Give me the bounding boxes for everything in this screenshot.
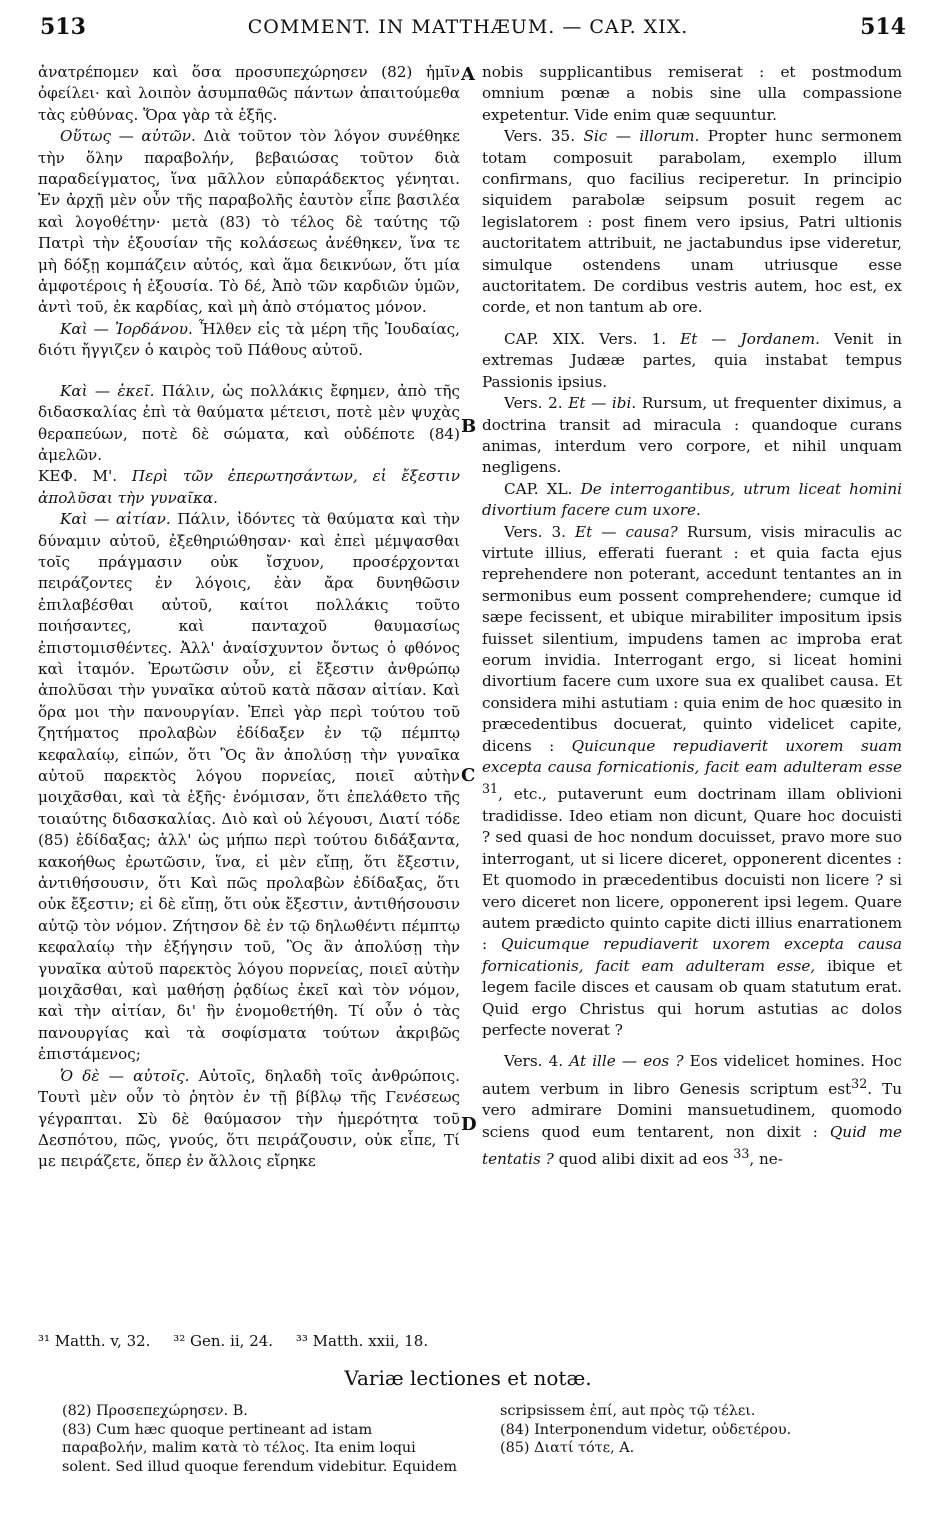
running-title: COMMENT. IN MATTHÆUM. — CAP. XIX. (247, 16, 689, 38)
scripture-footnotes (38, 1332, 446, 1350)
latin-column (482, 62, 902, 1171)
note: (82) Προσεπεχώρησεν. B. (62, 1403, 248, 1419)
greek-paragraph: ἀνατρέπομεν καὶ ὅσα προσυπεχώρησεν (82) ἡμῖν ὀφείλει· καὶ λοιπὸν ἀσυμπαθῶς πάντων ἀπαιτούμεθα τὰς εὐθύνας. Ὅρα γὰρ τὰ ἑξῆς. (38, 63, 460, 124)
lemma: Καὶ — Ἰορδάνου. (60, 319, 193, 338)
latin-paragraph: Vers. 35. Sic — illorum. Propter hunc sermonem totam composuit parabolam, exemplo illum confirmans, quo facilius reciperetur. In principio siquidem parabolæ seipsum posuit regem ac legislatorem : post finem vero ipsius, Patri ultionis auctoritatem attribuit, ne jactabundus ipse videretur, simulque ostendens unam utriusque esse auctoritatem. De cordibus vestris autem, hoc est, ex corde, et non tantum ab ore. (482, 127, 902, 317)
greek-column (38, 62, 460, 1173)
greek-paragraph: Καὶ — ἐκεῖ. Πάλιν, ὡς πολλάκις ἔφημεν, ἀπὸ τῆς διδασκαλίας ἐπὶ τὰ θαύματα μέτεισι, ποτὲ μὲν ψυχὰς θεραπεύων, ποτὲ δὲ σώματα, καὶ οὐδέποτε (84) ἀμελῶν. (38, 381, 461, 464)
page-number-right: 514 (860, 14, 906, 40)
latin-paragraph: Vers. 3. Et — causa? Rursum, visis miraculis ac virtute illius, efferati fuerant : et quia facta ejus reprehendere non poterant, accedunt tentantes an in sermonibus eum possent comprehendere; cumque id sæpe fecissent, et ubique mirabiliter impositum ipsis fuisset silentium, impudens tamen ac improba erat eorum invidia. Interrogant ergo, si liceat homini divortium facere cum uxore sua ex qualibet causa. Et considera mihi astutiam : quia enim de hoc quæsito in præcedentibus docuerat, quinto videlicet capite, dicens : Quicunque repudiaverit uxorem suam excepta causa fornicationis, facit eam adulteram esse $^{31}$, etc., putaverunt eum doctrinam illam oblivioni tradidisse. Ideo etiam non dicunt, Quare hoc docuisti ? sed quasi de hoc nondum docuisset, pravo more suo interrogant, ut si licere diceret, opponerent dicentes : Et quomodo in præcedentibus docuisti non licere ? si vero diceret non licere, opponerent ipsi legem. Quare autem prædicto quinto capite dicti illius enarrationem : Quicumque repudiaverit uxorem excepta causa fornicationis, facit eam adulteram esse, ibique et legem facile disces et causam ob quam statutum erat. Quid ergo Christus qui horum astutias ac dolos perfecte noverat ? (482, 522, 903, 1039)
lemma: Καὶ — αἰτίαν. (60, 510, 171, 529)
margin-marker-b: B (461, 416, 477, 437)
footnote: ³³ Matth. xxii, 18. (295, 1332, 429, 1350)
note: scripsissem ἐπί, aut πρὸς τῷ τέλει. (500, 1403, 756, 1419)
page-header (0, 14, 936, 44)
greek-paragraph: Καὶ — αἰτίαν. Πάλιν, ἰδόντες τὰ θαύματα καὶ τὴν δύναμιν αὐτοῦ, ἐξεθηριώθησαν· καὶ ἐπεὶ μέμψασθαι τοῖς πράγμασιν οὐκ ἴσχυον, προσέρχονται πειράζοντες ἐν λόγοις, ἐὰν ἄρα δυνηθῶσιν ἐπιλαβέσθαι αὐτοῦ, καίτοι πολλάκις τοῦτο ποιήσαντες, καὶ πανταχοῦ θαυμασίως ἐπιστομισθέντες. Ἀλλ' ἀναίσχυντον ὄντως ὁ φθόνος καὶ ἰταμόν. Ἐρωτῶσιν οὖν, εἰ ἔξεστιν ἀνθρώπῳ ἀπολῦσαι τὴν γυναῖκα αὐτοῦ κατὰ πᾶσαν αἰτίαν. Καὶ ὅρα μοι τὴν πανουργίαν. Ἐπεὶ γὰρ περὶ τούτου τοῦ ζητήματος προλαβὼν ἐδίδαξεν ἐν τῷ πέμπτῳ κεφαλαίῳ, εἰπών, ὅτι Ὃς ἂν ἀπολύσῃ τὴν γυναῖκα αὐτοῦ παρεκτὸς λόγου πορνείας, ποιεῖ αὐτὴν μοιχᾶσθαι, καὶ τὰ ἑξῆς· ἐνόμισαν, ὅτι ἐπελάθετο τῆς τοιαύτης διδασκαλίας. Διὸ καὶ οὐ λέγουσι, Διατί τόδε (85) ἐδίδαξας; ἀλλ' ὡς μήπω περὶ τούτου διδάξαντα, κακοήθως ἐρωτῶσιν, ἵνα, εἰ μὲν εἴπῃ, ὅτι ἔξεστιν, ἀντιθήσουσιν, ὅτι Καὶ πῶς προλαβὼν ἐδίδαξας, ὅτι οὐκ ἔξεστιν; εἰ δὲ εἴπῃ, ὅτι οὐκ ἔξεστιν, ἀντιθήσουσιν αὐτῷ τὸν νόμον. Ζήτησον δὲ ἐν τῷ δηλωθέντι πέμπτῳ κεφαλαίῳ τὴν ἐξήγησιν τοῦ, Ὃς ἂν ἀπολύσῃ τὴν γυναῖκα αὐτοῦ παρεκτὸς λόγου πορνείας, ποιεῖ αὐτὴν μοιχᾶσθαι, καὶ μαθήσῃ ῥᾳδίως ἐκεῖ καὶ τὸν νόμον, καὶ τὴν αἰτίαν, δι' ἣν ἐνομοθετήθη. Τί οὖν ὁ τὰς πανουργίας καὶ τὰ σοφίσματα τούτων ἀκριβῶς ἐπιστάμενος; (38, 510, 460, 1064)
lemma: Καὶ — ἐκεῖ. (60, 381, 155, 400)
note: (84) Interponendum videtur, οὐδετέρου. (500, 1421, 792, 1438)
greek-paragraph: Οὕτως — αὐτῶν. Διὰ τοῦτον τὸν λόγον συνέθηκε τὴν ὅλην παραβολήν, βεβαιώσας τοῦτον διὰ παραδείγματος, ἵνα μᾶλλον εὐπαράδεκτος γένηται. Ἐν ἀρχῇ μὲν οὖν τῆς παραβολῆς ἑαυτὸν εἶπε βασιλέα καὶ λογοθέτην· μετὰ (83) τὸ τέλος δὲ ταύτης τῷ Πατρὶ τὴν ἐξουσίαν τῆς κολάσεως ἀνέθηκεν, ἵνα τε μὴ δόξῃ κομπάζειν αὐτός, καὶ ἅμα δεικνύων, ὅτι μία ἀμφοτέροις ἡ ἐξουσία. Τὸ δέ, Ἀπὸ τῶν καρδιῶν ὑμῶν, ἀντὶ τοῦ, ἐκ καρδίας, καὶ μὴ ἀπὸ στόματος μόνον. (38, 127, 461, 317)
chapter-heading: CAP. XL. De interrogantibus, utrum liceat homini divortium facere cum uxore. (482, 479, 903, 520)
latin-paragraph: nobis supplicantibus remiserat : et postmodum omnium pœnæ a nobis sine ulla compassione expetentur. Vide enim quæ sequuntur. (482, 63, 902, 124)
variae-lectiones-title: Variæ lectiones et notæ. (344, 1366, 592, 1390)
note: (83) Cum hæc quoque pertineant ad istam παραβολήν, malim κατὰ τὸ τέλος. Ita enim loqui solent. Sed illud quoque ferendum videbitur. Equidem (62, 1421, 458, 1475)
note: (85) Διατί τότε, A. (500, 1440, 635, 1456)
footnote: ³¹ Matth. v, 32. (38, 1332, 151, 1350)
notes-left (62, 1402, 462, 1476)
page-number-left: 513 (40, 14, 86, 40)
lemma: Οὕτως — αὐτῶν. (60, 127, 196, 146)
latin-paragraph: Vers. 2. Et — ibi. Rursum, ut frequenter diximus, a doctrina transit ad miracula : quandoque curans animas, interdum vero corpore, et nihil unquam negligens. (482, 394, 902, 477)
margin-marker-c: C (461, 765, 476, 786)
greek-paragraph: Ὁ δὲ — αὐτοῖς. Αὐτοῖς, δηλαδὴ τοῖς ἀνθρώποις. Τουτὶ μὲν οὖν τὸ ῥητὸν ἐν τῇ βίβλῳ τῆς Γενέσεως γέγραπται. Σὺ δὲ θαύμασον τὴν ἡμερότητα τοῦ Δεσπότου, πῶς, γνούς, ὅτι πειράζουσιν, οὐκ εἶπε, Τί με πειράζετε, ὅπερ ἐν ἄλλοις εἴρηκε (38, 1066, 460, 1171)
footnote: ³² Gen. ii, 24. (173, 1332, 274, 1350)
notes-right (500, 1402, 900, 1458)
margin-marker-a: A (461, 64, 475, 85)
greek-paragraph: Καὶ — Ἰορδάνου. Ἦλθεν εἰς τὰ μέρη τῆς Ἰουδαίας, διότι ἤγγιζεν ὁ καιρὸς τοῦ Πάθους αὐτοῦ. (38, 319, 460, 360)
margin-marker-d: D (461, 1114, 477, 1135)
chapter-heading: ΚΕΦ. Μ'. Περὶ τῶν ἐπερωτησάντων, εἰ ἔξεστιν ἀπολῦσαι τὴν γυναῖκα. (38, 467, 461, 507)
lemma: Ὁ δὲ — αὐτοῖς. (60, 1066, 190, 1085)
latin-paragraph: CAP. XIX. Vers. 1. Et — Jordanem. Venit in extremas Judææ partes, quia instabat tempus Passionis ipsius. (482, 329, 902, 391)
latin-paragraph: Vers. 4. At ille — eos ? Eos videlicet homines. Hoc autem verbum in libro Genesis scriptum est$^{32}$. Tu vero admirare Domini mansuetudinem, quomodo sciens quod eum tentarent, non dixit : Quid me tentatis ? quod alibi dixit ad eos $^{33}$, ne- (482, 1052, 903, 1169)
